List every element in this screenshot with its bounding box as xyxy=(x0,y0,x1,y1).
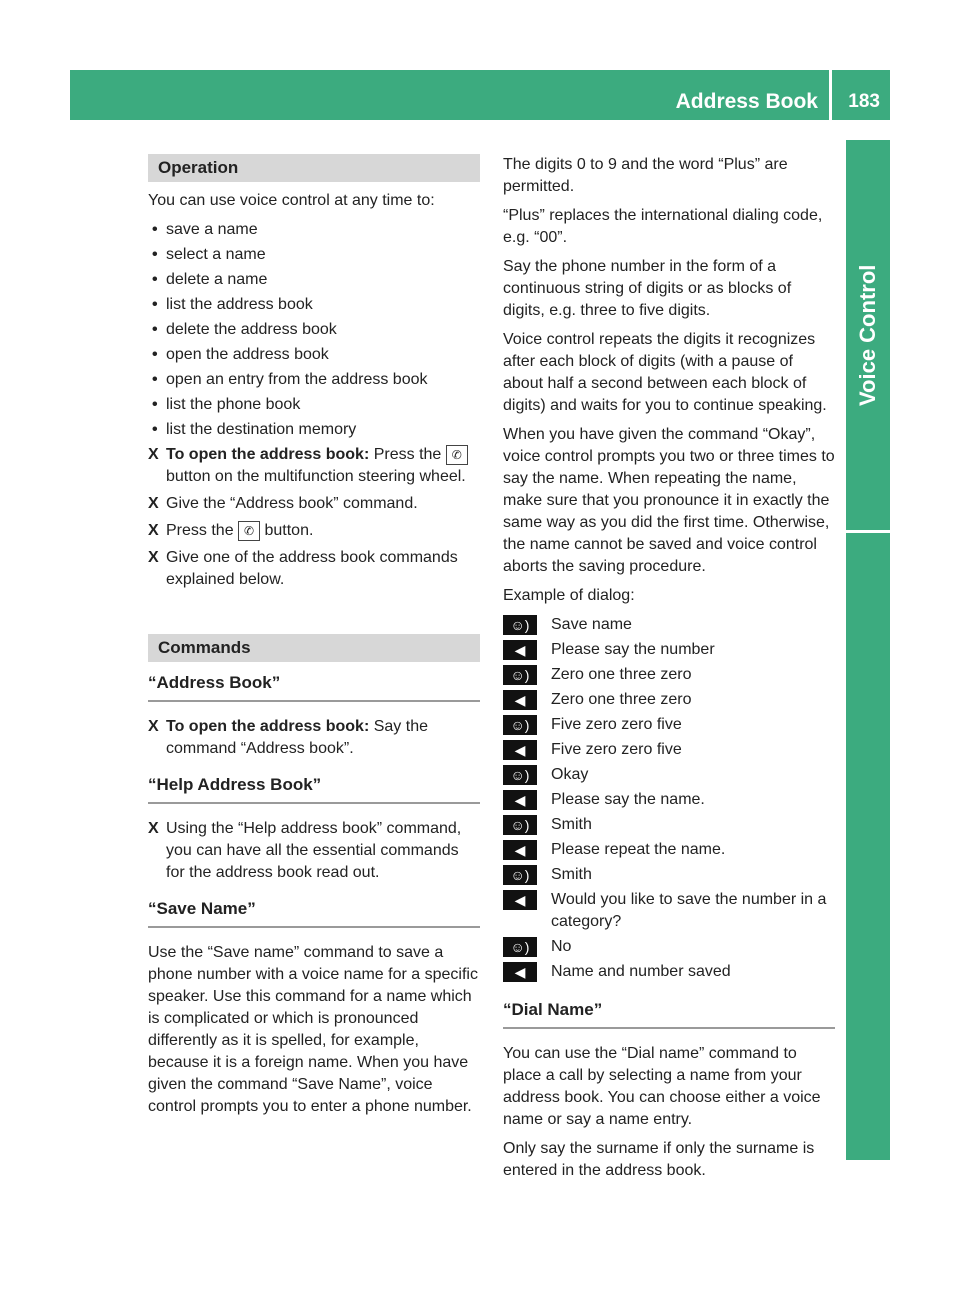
list-item: • list the destination memory xyxy=(148,419,480,441)
page-number: 183 xyxy=(848,91,880,112)
dialog-row xyxy=(503,739,835,761)
dialog-text: Please say the number xyxy=(551,641,715,658)
operation-intro: You can use voice control at any time to: xyxy=(148,192,435,209)
user-speech-icon: ☺) xyxy=(503,665,537,685)
dialog-row xyxy=(503,639,835,661)
user-speech-icon: ☺) xyxy=(503,615,537,635)
dialog-text: Zero one three zero xyxy=(551,666,692,683)
list-item: • list the phone book xyxy=(148,394,480,416)
step-text: Say the command “Address book”. xyxy=(166,718,428,757)
dialog-row xyxy=(503,714,835,736)
step-arrow-icon: X xyxy=(148,522,159,539)
paragraph: Voice control repeats the digits it recognizes after each block of digits (with a pause of about half a second between each block of digits) and waits for you to continue speaking. xyxy=(503,331,827,414)
paragraph: Example of dialog: xyxy=(503,587,635,604)
system-speech-icon: ◀ xyxy=(503,690,537,710)
dialog-text: Smith xyxy=(551,866,592,883)
dialog-text: Save name xyxy=(551,616,632,633)
instruction-step xyxy=(148,716,480,760)
step-text: Press the xyxy=(369,446,446,463)
subsection-title-help-address-book: “Help Address Book” xyxy=(148,774,480,804)
list-item: • save a name xyxy=(148,219,480,241)
dialog-text: Five zero zero five xyxy=(551,741,682,758)
dialog-text: Would you like to save the number in a category? xyxy=(551,891,827,930)
step-text: Using the “Help address book” command, you can have all the essential commands for the address book read out. xyxy=(166,820,462,881)
dialog-example-list xyxy=(503,614,835,983)
list-item: • list the address book xyxy=(148,294,480,316)
system-speech-icon: ◀ xyxy=(503,740,537,760)
step-arrow-icon: X xyxy=(148,820,159,837)
user-speech-icon: ☺) xyxy=(503,765,537,785)
user-speech-icon: ☺) xyxy=(503,937,537,957)
dialog-text: Please say the name. xyxy=(551,791,705,808)
side-tab-label: Voice Control xyxy=(855,264,880,406)
system-speech-icon: ◀ xyxy=(503,890,537,910)
save-name-paragraph: Use the “Save name” command to save a phone number with a voice name for a specific speaker. Use this command for a name which is complicated or which is pronounced differently as it is spelled, for example, because it is a foreign name. When you have given the command “Save Name”, voice control prompts you to enter a phone number. xyxy=(148,944,478,1115)
step-text: Press the xyxy=(166,522,239,539)
step-bold-lead: To open the address book: xyxy=(166,446,370,463)
dialog-row xyxy=(503,789,835,811)
subsection-title-address-book: “Address Book” xyxy=(148,672,480,702)
dialog-text: Five zero zero five xyxy=(551,716,682,733)
page-section-title: Address Book xyxy=(675,90,818,113)
right-column xyxy=(503,154,835,1189)
list-item: • delete the address book xyxy=(148,319,480,341)
dialog-text: Please repeat the name. xyxy=(551,841,726,858)
side-tab-divider xyxy=(846,530,890,533)
subsection-title-dial-name: “Dial Name” xyxy=(503,999,835,1029)
step-arrow-icon: X xyxy=(148,446,159,463)
system-speech-icon: ◀ xyxy=(503,962,537,982)
instruction-step xyxy=(148,444,480,488)
dialog-text: Okay xyxy=(551,766,589,783)
user-speech-icon: ☺) xyxy=(503,815,537,835)
instruction-step xyxy=(148,520,480,542)
step-text: button. xyxy=(260,522,314,539)
user-speech-icon: ☺) xyxy=(503,865,537,885)
header-bar xyxy=(70,70,890,120)
dialog-row xyxy=(503,764,835,786)
left-column xyxy=(148,154,480,1125)
dialog-row xyxy=(503,664,835,686)
dialog-text: Zero one three zero xyxy=(551,691,692,708)
dialog-text: No xyxy=(551,938,572,955)
side-tab xyxy=(846,140,890,1160)
paragraph: The digits 0 to 9 and the word “Plus” are permitted. xyxy=(503,156,788,195)
talk-button-icon: ✆ xyxy=(446,445,468,465)
section-heading-operation: Operation xyxy=(148,154,480,182)
section-heading-commands: Commands xyxy=(148,634,480,662)
dialog-row xyxy=(503,614,835,636)
dialog-text: Smith xyxy=(551,816,592,833)
subsection-title-save-name: “Save Name” xyxy=(148,898,480,928)
step-text: Give one of the address book commands explained below. xyxy=(166,549,458,588)
operation-bullet-list xyxy=(148,219,480,441)
instruction-step xyxy=(148,818,480,884)
dialog-row xyxy=(503,961,835,983)
paragraph: When you have given the command “Okay”, voice control prompts you two or three times to say the name. When repeating the name, make sure that you pronounce it in exactly the same way as you did the first time. Otherwise, the name cannot be saved and voice control aborts the saving procedure. xyxy=(503,426,835,575)
step-text: button on the multifunction steering wheel. xyxy=(166,468,466,485)
dialog-row xyxy=(503,689,835,711)
user-speech-icon: ☺) xyxy=(503,715,537,735)
paragraph: “Plus” replaces the international dialing code, e.g. “00”. xyxy=(503,207,823,246)
header-divider xyxy=(829,70,832,120)
system-speech-icon: ◀ xyxy=(503,840,537,860)
list-item: • open an entry from the address book xyxy=(148,369,480,391)
list-item: • open the address book xyxy=(148,344,480,366)
paragraph: Say the phone number in the form of a continuous string of digits or as blocks of digits, e.g. three to five digits. xyxy=(503,258,792,319)
paragraph: You can use the “Dial name” command to place a call by selecting a name from your address book. You can choose either a voice name or say a name entry. xyxy=(503,1045,821,1128)
dialog-row xyxy=(503,936,835,958)
dialog-row xyxy=(503,889,835,933)
system-speech-icon: ◀ xyxy=(503,640,537,660)
instruction-step xyxy=(148,547,480,591)
talk-button-icon: ✆ xyxy=(238,521,260,541)
list-item: • delete a name xyxy=(148,269,480,291)
dialog-row xyxy=(503,814,835,836)
dialog-row xyxy=(503,864,835,886)
step-arrow-icon: X xyxy=(148,549,159,566)
system-speech-icon: ◀ xyxy=(503,790,537,810)
step-arrow-icon: X xyxy=(148,718,159,735)
instruction-step xyxy=(148,493,480,515)
step-text: Give the “Address book” command. xyxy=(166,495,418,512)
paragraph: Only say the surname if only the surname is entered in the address book. xyxy=(503,1140,815,1179)
list-item: • select a name xyxy=(148,244,480,266)
step-bold-lead: To open the address book: xyxy=(166,718,370,735)
dialog-row xyxy=(503,839,835,861)
dialog-text: Name and number saved xyxy=(551,963,731,980)
step-arrow-icon: X xyxy=(148,495,159,512)
